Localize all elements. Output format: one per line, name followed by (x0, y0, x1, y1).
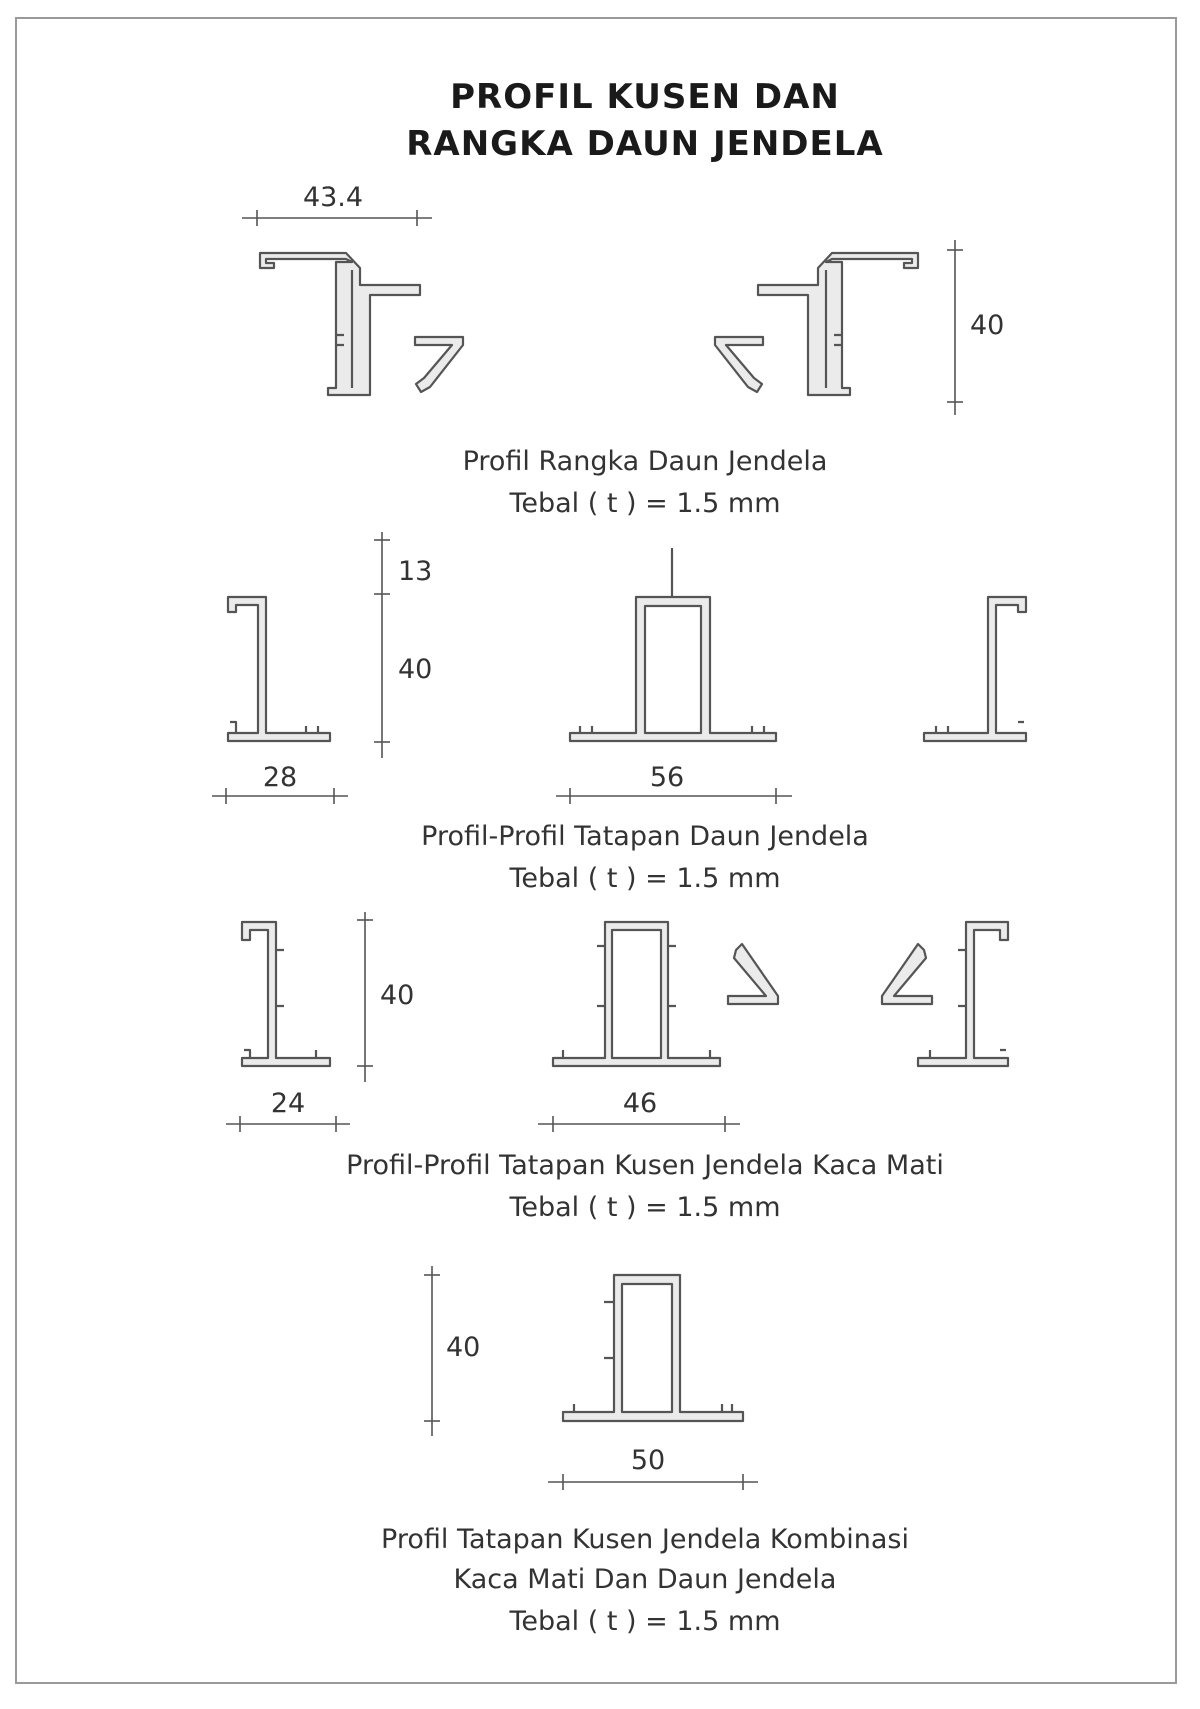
caption-line: Profil-Profil Tatapan Kusen Jendela Kaca Mati (346, 1150, 944, 1181)
dimension-label: 40 (446, 1332, 481, 1363)
dimension-label: 40 (398, 654, 433, 685)
title-line-1: PROFIL KUSEN DAN (450, 77, 840, 117)
caption-line: Tebal ( t ) = 1.5 mm (509, 1192, 781, 1223)
dimension-label: 24 (270, 1088, 306, 1119)
dimension-label: 13 (398, 556, 433, 587)
caption-line: Tebal ( t ) = 1.5 mm (509, 863, 781, 894)
caption-line: Profil Tatapan Kusen Jendela Kombinasi (381, 1524, 909, 1555)
caption-line: Profil-Profil Tatapan Daun Jendela (421, 821, 869, 852)
caption-line: Kaca Mati Dan Daun Jendela (453, 1564, 837, 1595)
caption-line: Tebal ( t ) = 1.5 mm (509, 488, 781, 519)
dimension-label: 40 (970, 310, 1005, 341)
dimension-label: 43.4 (302, 182, 364, 213)
dimension-label: 50 (630, 1445, 666, 1476)
caption-line: Tebal ( t ) = 1.5 mm (509, 1606, 781, 1637)
dimension-label: 46 (622, 1088, 658, 1119)
title-line-2: RANGKA DAUN JENDELA (406, 124, 884, 164)
dimension-label: 28 (262, 762, 298, 793)
caption-line: Profil Rangka Daun Jendela (462, 446, 828, 477)
dimension-label: 56 (649, 762, 685, 793)
dimension-label: 40 (380, 980, 415, 1011)
